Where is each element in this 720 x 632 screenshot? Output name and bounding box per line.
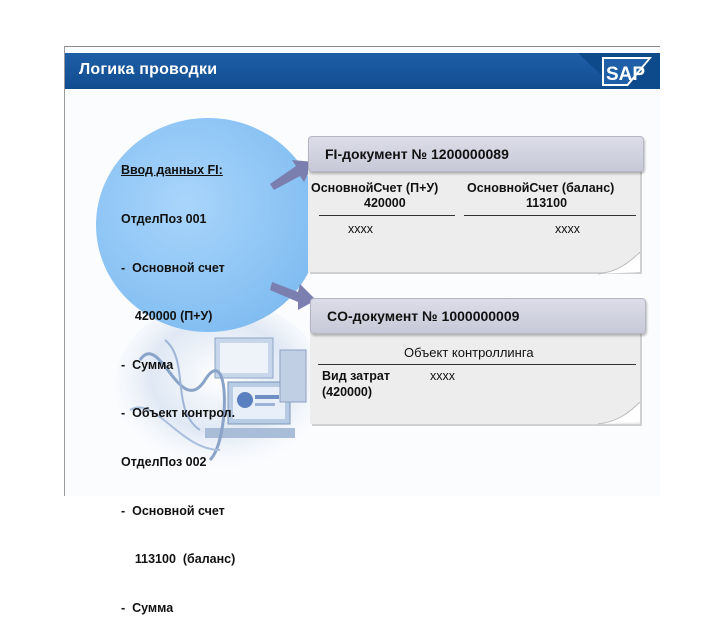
fi-input-line: - Объект контрол. (121, 406, 236, 421)
fi-input-line: ОтделПоз 002 (121, 455, 207, 470)
co-cost-type-label: Вид затрат (322, 369, 390, 383)
fi-col2-rule (464, 215, 636, 216)
co-document-title: CO-документ № 1000000009 (327, 308, 520, 324)
title-bar (65, 53, 660, 89)
top-border (64, 46, 660, 47)
fi-col2-account: 113100 (526, 196, 568, 210)
fi-col1-value: хххх (348, 222, 373, 236)
page-curl-icon (598, 252, 642, 276)
fi-document-header (308, 136, 644, 172)
fi-input-line: 113100 (баланс) (121, 552, 236, 567)
co-document-header (310, 298, 646, 334)
fi-input-line: - Основной счет (121, 503, 225, 518)
page-curl-icon (598, 402, 642, 426)
fi-col2-header: ОсновнойСчет (баланс) (467, 181, 615, 195)
sap-logo (540, 53, 660, 89)
fi-input-line: - Сумма (121, 357, 174, 372)
fi-input-line: - Основной счет (121, 260, 225, 275)
co-cost-type-value: хххх (430, 369, 455, 383)
slide-title: Логика проводки (79, 61, 218, 78)
co-object-rule (318, 364, 636, 365)
sap-logo-text: SAP (606, 64, 646, 85)
fi-col1-header: ОсновнойСчет (П+У) (311, 181, 439, 195)
fi-input-title: Ввод данных FI: (121, 163, 223, 178)
fi-input-line: - Сумма (121, 600, 174, 615)
fi-input-line: 420000 (П+У) (121, 309, 213, 324)
fi-col1-account: 420000 (364, 196, 406, 210)
fi-document-title: FI-документ № 1200000089 (325, 146, 509, 162)
fi-input-text (121, 130, 281, 632)
fi-col2-value: хххх (555, 222, 580, 236)
co-cost-type-code: (420000) (322, 385, 373, 399)
left-border (64, 46, 65, 496)
fi-col1-rule (319, 215, 455, 216)
co-object-header: Объект контроллинга (404, 345, 534, 360)
fi-input-line: ОтделПоз 001 (121, 212, 207, 227)
